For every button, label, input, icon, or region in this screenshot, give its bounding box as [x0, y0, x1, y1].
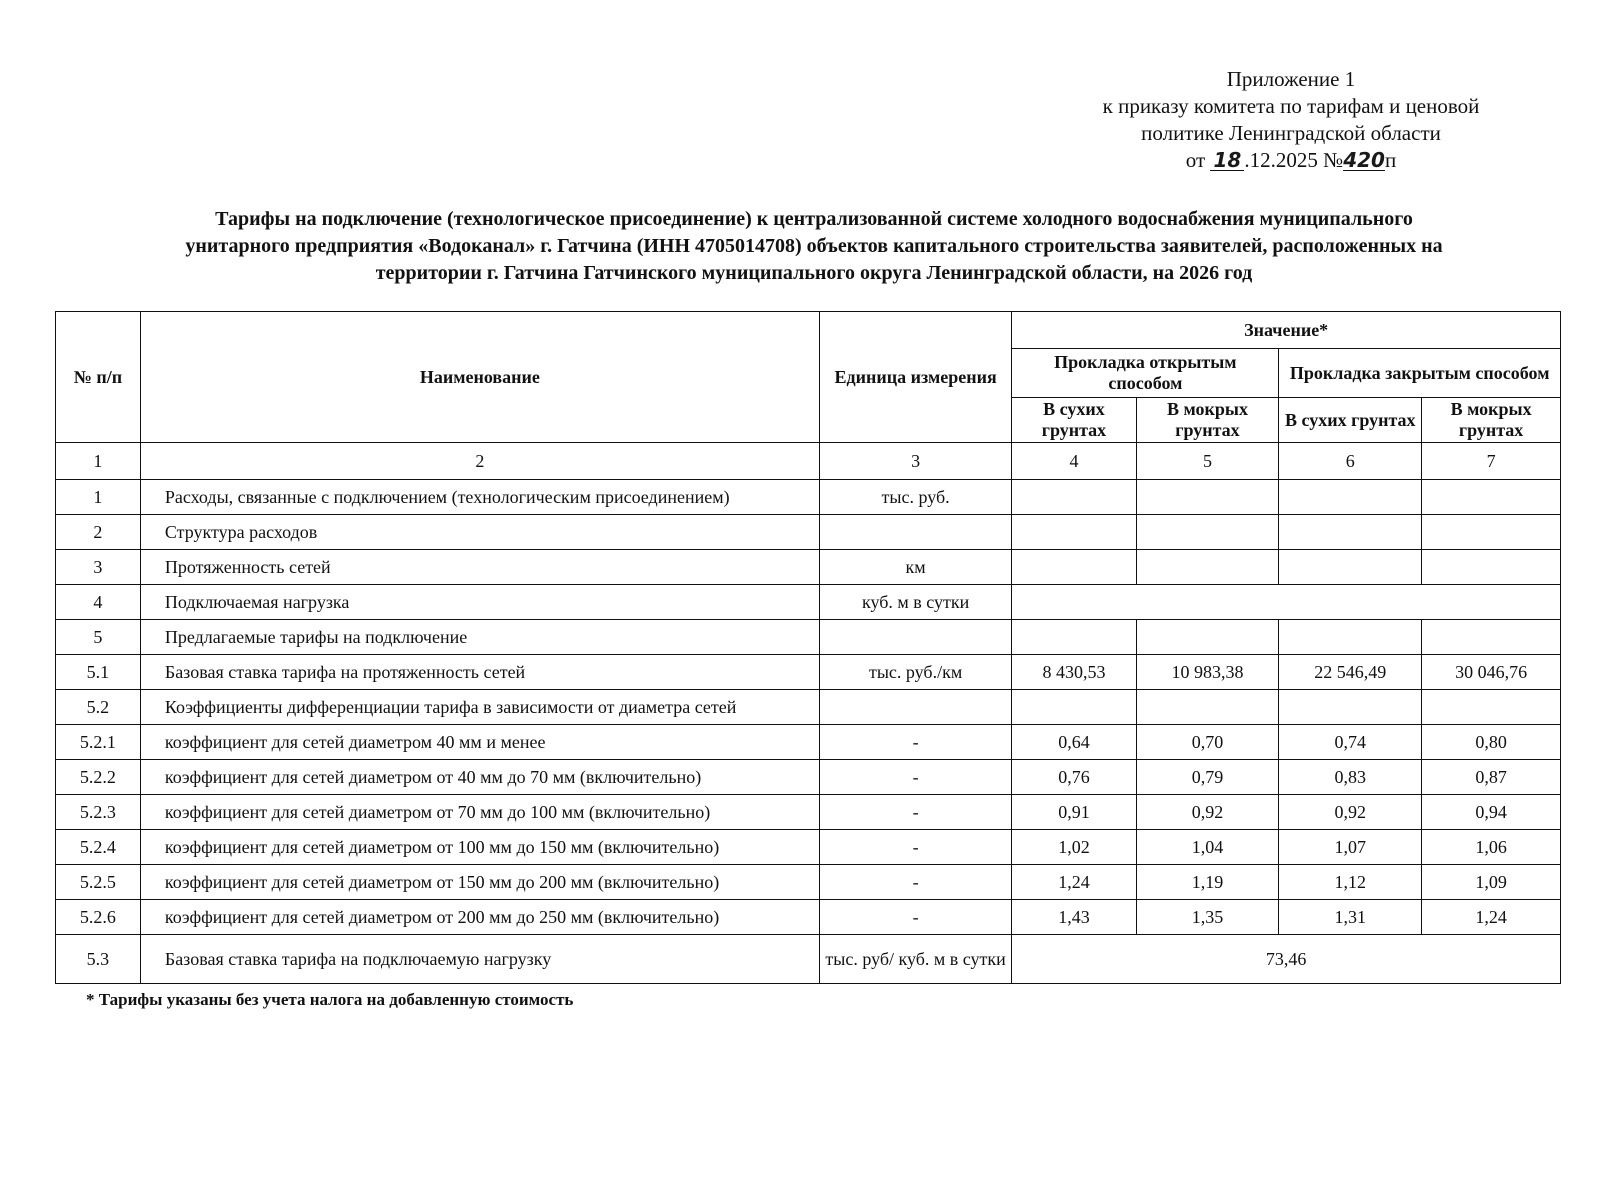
row-number: 5.2.1: [56, 725, 141, 760]
row-number: 4: [56, 585, 141, 620]
row-value: 1,12: [1279, 865, 1422, 900]
header-unit: Единица измерения: [819, 312, 1012, 443]
row-value: 1,31: [1279, 900, 1422, 935]
row-number: 2: [56, 515, 141, 550]
row-value: 0,94: [1422, 795, 1561, 830]
row-value: [1012, 620, 1136, 655]
row-value: [1136, 690, 1279, 725]
annex-committee-line: политике Ленинградской области: [1141, 121, 1441, 145]
row-number: 5.2.6: [56, 900, 141, 935]
col-number: 2: [140, 443, 819, 480]
tariff-table: [55, 311, 1561, 984]
row-name: Подключаемая нагрузка: [140, 585, 819, 620]
title-line-1: Тарифы на подключение (технологическое присоединение) к централизованной системе холодного водоснабжения муниципального: [215, 208, 1413, 230]
row-value: [1279, 620, 1422, 655]
row-value: 0,76: [1012, 760, 1136, 795]
row-name: Расходы, связанные с подключением (технологическим присоединением): [140, 480, 819, 515]
row-name: коэффициент для сетей диаметром от 70 мм до 100 мм (включительно): [140, 795, 819, 830]
row-value: 0,64: [1012, 725, 1136, 760]
row-value: 1,04: [1136, 830, 1279, 865]
row-value: [1012, 480, 1136, 515]
row-name: коэффициент для сетей диаметром 40 мм и менее: [140, 725, 819, 760]
row-unit: [819, 515, 1012, 550]
table-row: [56, 620, 1561, 655]
header-num: № п/п: [56, 312, 141, 443]
handwritten-number: 420: [1343, 148, 1385, 172]
title-line-3: территории г. Гатчина Гатчинского муниципального округа Ленинградской области, на 2026 год: [375, 262, 1253, 284]
row-name: Протяженность сетей: [140, 550, 819, 585]
table-row: [56, 585, 1561, 620]
row-value: 1,24: [1422, 900, 1561, 935]
header-open-dry: В сухих грунтах: [1012, 398, 1136, 443]
row-unit: тыс. руб.: [819, 480, 1012, 515]
row-number: 5.2.4: [56, 830, 141, 865]
row-value: [1422, 620, 1561, 655]
row-value: [1136, 550, 1279, 585]
row-value: 1,19: [1136, 865, 1279, 900]
handwritten-day: 18: [1210, 150, 1244, 171]
row-value: 10 983,38: [1136, 655, 1279, 690]
col-number: 4: [1012, 443, 1136, 480]
row-value: 0,70: [1136, 725, 1279, 760]
table-row: [56, 795, 1561, 830]
row-unit: -: [819, 900, 1012, 935]
row-unit: -: [819, 830, 1012, 865]
row-name: коэффициент для сетей диаметром от 200 мм до 250 мм (включительно): [140, 900, 819, 935]
row-name: Базовая ставка тарифа на протяженность сетей: [140, 655, 819, 690]
col-number: 5: [1136, 443, 1279, 480]
row-value: [1279, 550, 1422, 585]
row-number: 5.2.2: [56, 760, 141, 795]
row-value: [1136, 480, 1279, 515]
row-number: 5.2.3: [56, 795, 141, 830]
row-value: 0,83: [1279, 760, 1422, 795]
row-value: 1,07: [1279, 830, 1422, 865]
row-number: 3: [56, 550, 141, 585]
header-name: Наименование: [140, 312, 819, 443]
annex-title: Приложение 1: [1226, 67, 1356, 91]
row-value: [1136, 620, 1279, 655]
table-row: [56, 515, 1561, 550]
row-unit: куб. м в сутки: [819, 585, 1012, 620]
row-number: 5.2: [56, 690, 141, 725]
document-title: [60, 206, 1568, 287]
row-name: Структура расходов: [140, 515, 819, 550]
row-value: [1012, 515, 1136, 550]
row-value: 0,92: [1279, 795, 1422, 830]
table-row: [56, 480, 1561, 515]
annex-block: [1071, 66, 1511, 174]
row-name: коэффициент для сетей диаметром от 150 мм до 200 мм (включительно): [140, 865, 819, 900]
row-name: коэффициент для сетей диаметром от 40 мм до 70 мм (включительно): [140, 760, 819, 795]
row-value: 1,02: [1012, 830, 1136, 865]
row-unit: тыс. руб/ куб. м в сутки: [819, 935, 1012, 984]
header-value: Значение*: [1012, 312, 1561, 349]
row-value: 30 046,76: [1422, 655, 1561, 690]
col-number: 7: [1422, 443, 1561, 480]
header-closed-method: Прокладка закрытым способом: [1279, 349, 1561, 398]
table-row: [56, 725, 1561, 760]
number-suffix: п: [1384, 148, 1397, 172]
row-number: 5.3: [56, 935, 141, 984]
table-row: [56, 900, 1561, 935]
table-row: [56, 865, 1561, 900]
table-row: [56, 935, 1561, 984]
row-value: 0,92: [1136, 795, 1279, 830]
row-number: 5.2.5: [56, 865, 141, 900]
header-closed-wet: В мокрых грунтах: [1422, 398, 1561, 443]
col-number: 1: [56, 443, 141, 480]
table-row: [56, 550, 1561, 585]
row-name: Коэффициенты дифференциации тарифа в зависимости от диаметра сетей: [140, 690, 819, 725]
row-value: 1,35: [1136, 900, 1279, 935]
row-value: 22 546,49: [1279, 655, 1422, 690]
date-rest: .12.2025 №: [1244, 148, 1344, 172]
row-value: 1,09: [1422, 865, 1561, 900]
column-number-row: [56, 443, 1561, 480]
annex-date-line: [1071, 147, 1511, 174]
col-number: 6: [1279, 443, 1422, 480]
col-number: 3: [819, 443, 1012, 480]
row-number: 5: [56, 620, 141, 655]
row-value: [1279, 480, 1422, 515]
row-value: [1422, 480, 1561, 515]
row-value: 0,80: [1422, 725, 1561, 760]
row-value: [1012, 690, 1136, 725]
row-unit: -: [819, 795, 1012, 830]
row-unit: [819, 620, 1012, 655]
row-merged-value: 73,46: [1012, 935, 1561, 984]
row-unit: км: [819, 550, 1012, 585]
row-unit: -: [819, 725, 1012, 760]
row-value: [1422, 550, 1561, 585]
row-unit: тыс. руб./км: [819, 655, 1012, 690]
row-value: 0,74: [1279, 725, 1422, 760]
header-closed-dry: В сухих грунтах: [1279, 398, 1422, 443]
header-open-method: Прокладка открытым способом: [1012, 349, 1279, 398]
row-unit: -: [819, 760, 1012, 795]
row-value: [1012, 550, 1136, 585]
row-value: 0,87: [1422, 760, 1561, 795]
row-merged-value: [1012, 585, 1561, 620]
annex-order-line: к приказу комитета по тарифам и ценовой: [1102, 94, 1480, 118]
row-name: Базовая ставка тарифа на подключаемую нагрузку: [140, 935, 819, 984]
row-value: [1279, 690, 1422, 725]
row-number: 1: [56, 480, 141, 515]
row-unit: [819, 690, 1012, 725]
row-value: [1279, 515, 1422, 550]
row-value: 0,91: [1012, 795, 1136, 830]
table-row: [56, 690, 1561, 725]
row-value: [1422, 515, 1561, 550]
row-unit: -: [819, 865, 1012, 900]
date-prefix: от: [1185, 148, 1211, 172]
footnote: * Тарифы указаны без учета налога на добавленную стоимость: [86, 990, 574, 1009]
row-value: 0,79: [1136, 760, 1279, 795]
row-value: [1136, 515, 1279, 550]
row-value: 1,06: [1422, 830, 1561, 865]
title-line-2: унитарного предприятия «Водоканал» г. Гатчина (ИНН 4705014708) объектов капитального строительства заявителей, расположенных на: [185, 235, 1443, 257]
header-open-wet: В мокрых грунтах: [1136, 398, 1279, 443]
row-name: Предлагаемые тарифы на подключение: [140, 620, 819, 655]
table-row: [56, 830, 1561, 865]
row-value: [1422, 690, 1561, 725]
row-number: 5.1: [56, 655, 141, 690]
table-row: [56, 655, 1561, 690]
row-value: 8 430,53: [1012, 655, 1136, 690]
row-name: коэффициент для сетей диаметром от 100 мм до 150 мм (включительно): [140, 830, 819, 865]
table-row: [56, 760, 1561, 795]
row-value: 1,24: [1012, 865, 1136, 900]
row-value: 1,43: [1012, 900, 1136, 935]
